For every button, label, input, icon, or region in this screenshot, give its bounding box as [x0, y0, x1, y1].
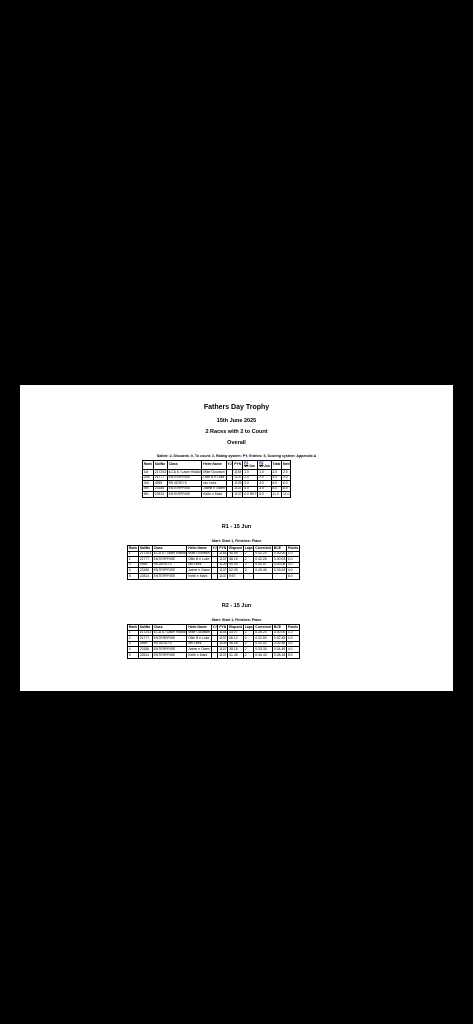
- table-cell: Mike Goodwin: [188, 551, 210, 556]
- table-cell: 1: [128, 630, 139, 636]
- table-cell: 1137: [219, 556, 227, 561]
- table-cell: 33.07: [228, 630, 244, 636]
- table-cell: 2: [128, 557, 139, 563]
- table-cell: 41.45: [228, 652, 244, 658]
- table-cell: 217203: [139, 551, 152, 556]
- table-cell: 217203: [139, 630, 152, 635]
- table-cell: 36.12: [228, 636, 244, 642]
- table-cell: Mike Goodwin: [203, 469, 225, 474]
- table-row: [128, 573, 300, 579]
- table-cell: 217203: [154, 469, 167, 474]
- race2-heading: R2 - 15 Jun: [221, 603, 252, 609]
- col-pyn: PYN: [219, 624, 227, 629]
- table-cell: 3.0: [243, 481, 258, 487]
- table-cell: 2.0: [271, 470, 281, 476]
- col-total: Total: [271, 461, 281, 470]
- table-cell: Keith n Mark: [187, 573, 211, 579]
- table-cell: 1.0: [287, 630, 300, 636]
- table-cell: 3: [128, 562, 139, 568]
- col-elapsed: Elapsed: [229, 624, 243, 629]
- table-cell: 3rd: [143, 481, 154, 487]
- table-cell: 1154: [234, 469, 242, 474]
- table-cell: 6.0: [271, 481, 281, 487]
- table-cell: ENTERPRISE: [152, 647, 187, 653]
- table-cell: 6.0 RET: [244, 491, 257, 496]
- table-cell: 4.0: [258, 486, 271, 492]
- table-cell: 0.02.45: [273, 635, 286, 640]
- table-cell: Keith n Mark: [187, 652, 211, 658]
- table-cell: 2: [243, 652, 254, 658]
- table-cell: ENTERPRISE: [152, 557, 187, 563]
- table-cell: RS AERO 5: [152, 641, 187, 647]
- table-cell: 2.0: [287, 636, 300, 642]
- table-cell: 1139: [219, 641, 227, 646]
- col-rank: Rank: [143, 461, 154, 470]
- table-cell: 6.0: [287, 573, 300, 579]
- col-rank: Rank: [128, 624, 138, 629]
- table-row: [143, 492, 291, 498]
- table-cell: 0.02.56: [273, 641, 286, 646]
- table-cell: 2.0: [282, 470, 291, 476]
- col-rank: Rank: [128, 545, 138, 550]
- col-corrected: Corrected: [255, 624, 272, 629]
- table-cell: 5: [128, 652, 139, 658]
- table-cell: 0.00.03: [273, 556, 286, 561]
- table-cell: 0.42.26: [254, 557, 273, 563]
- col-yj: YJ: [212, 624, 217, 629]
- table-cell: 0.42.23: [254, 551, 273, 557]
- table-cell: 2: [243, 568, 254, 574]
- table-cell: 3.0: [287, 641, 300, 647]
- col-class: Class: [167, 461, 202, 470]
- page-title: Fathers Day Trophy: [203, 404, 270, 411]
- table-cell: 5th: [143, 492, 154, 498]
- table-cell: 22814: [153, 492, 167, 498]
- table-cell: 2: [243, 551, 254, 557]
- table-row: [128, 652, 300, 658]
- table-cell: [243, 573, 254, 579]
- table-cell: Ollie B n Luke: [203, 475, 225, 480]
- table-cell: 5.0: [287, 652, 300, 658]
- table-cell: 21777: [153, 475, 167, 481]
- table-cell: ENTERPRISE: [152, 636, 187, 642]
- table-cell: 4: [128, 568, 139, 574]
- col-laps: Laps: [244, 624, 253, 629]
- table-cell: 4959: [138, 641, 152, 647]
- col-helm: Helm Name: [202, 461, 226, 470]
- table-cell: 1.0: [258, 470, 271, 476]
- table-cell: 8.0: [271, 486, 281, 492]
- table-cell: RET: [228, 573, 244, 579]
- table-cell: 0.36.43: [254, 652, 273, 658]
- table-header-row: [143, 461, 291, 470]
- table-cell: 6.0: [282, 481, 291, 487]
- table-cell: 1137: [219, 567, 227, 572]
- table-cell: 38.18: [228, 647, 244, 653]
- table-cell: 4.0: [271, 475, 281, 481]
- table-cell: 1139: [219, 562, 227, 567]
- table-cell: 22814: [138, 573, 152, 579]
- table-cell: 22814: [138, 652, 152, 658]
- col-pyn: PYN: [219, 545, 227, 550]
- table-cell: Keith n Mark: [202, 492, 226, 498]
- table-cell: Jaime n Owen: [188, 646, 210, 651]
- race1-heading: R1 - 15 Jun: [221, 524, 252, 530]
- table-cell: 4959: [138, 562, 152, 568]
- table-cell: [211, 573, 218, 579]
- table-cell: 2: [243, 636, 254, 642]
- table-cell: 1137: [234, 486, 242, 491]
- col-nett: Nett: [282, 461, 291, 470]
- table-cell: 3.0: [258, 481, 271, 487]
- table-cell: 2: [243, 557, 254, 563]
- table-cell: 2: [243, 562, 254, 568]
- col-sailno: SailNo: [138, 546, 152, 552]
- table-cell: 1137: [219, 573, 227, 578]
- table-cell: 2: [243, 641, 254, 647]
- table-cell: 0.42.57: [254, 562, 273, 568]
- col-class: Class: [152, 625, 187, 631]
- col-bce: BCE: [273, 625, 287, 631]
- table-cell: 23186: [138, 568, 152, 574]
- table-cell: 1: [128, 551, 139, 557]
- table-cell: 1139: [234, 480, 242, 485]
- table-cell: 4: [128, 647, 139, 653]
- race1-summary: Start: Start 1, Finishes: Place: [211, 539, 262, 543]
- table-cell: 1154: [219, 551, 227, 556]
- table-cell: ILCA 6 / Laser Radial: [153, 630, 186, 635]
- col-elapsed: Elapsed: [229, 545, 243, 550]
- table-cell: 11.0: [271, 492, 281, 498]
- table-cell: 0.32.02: [254, 641, 273, 647]
- col-r1: [243, 461, 258, 470]
- table-cell: 4.0: [282, 475, 291, 481]
- table-cell: 2.0: [258, 475, 271, 481]
- table-cell: Ian Lees: [187, 641, 211, 647]
- table-cell: 1st: [143, 470, 154, 476]
- table-cell: 48.55: [228, 551, 244, 557]
- overall-summary: Sailed: 2, Discards: 0, To count: 2, Rating system: PY, Entries: 5, Scoring system: Appendix A: [156, 454, 317, 458]
- table-cell: Mike Goodwin: [188, 630, 210, 635]
- table-cell: 2: [243, 647, 254, 653]
- table-cell: 0.08.18: [273, 652, 286, 657]
- table-cell: 1.0: [287, 551, 300, 557]
- table-cell: ENTERPRISE: [167, 492, 202, 498]
- col-laps: Laps: [244, 545, 253, 550]
- col-sailno: SailNo: [153, 461, 167, 470]
- table-cell: ENTERPRISE: [152, 573, 187, 579]
- table-cell: 21777: [138, 636, 152, 642]
- table-cell: Jaime n Owen: [203, 486, 225, 491]
- table-cell: 0.00.00: [273, 551, 286, 556]
- table-cell: 3.0: [287, 562, 300, 568]
- table-cell: RS AERO 5: [167, 481, 202, 487]
- table-cell: Ian Lees: [202, 481, 226, 487]
- table-cell: 1137: [219, 646, 227, 651]
- col-points: Points: [287, 545, 299, 550]
- col-corrected: Corrected: [255, 545, 272, 550]
- table-cell: 23186: [153, 486, 167, 492]
- table-cell: 0.33.35: [254, 647, 273, 653]
- table-cell: 1154: [219, 630, 227, 635]
- table-cell: 1137: [219, 652, 227, 657]
- table-cell: 2.0: [287, 557, 300, 563]
- table-cell: ENTERPRISE: [152, 568, 187, 574]
- table-cell: 4.0: [243, 486, 258, 492]
- table-cell: Ian Lees: [187, 562, 211, 568]
- table-cell: 2: [243, 630, 254, 636]
- table-cell: Ollie B n Luke: [188, 635, 210, 640]
- table-cell: 0.04.49: [273, 646, 286, 651]
- table-cell: 0.00.00: [273, 630, 286, 635]
- col-helm-name: Helm Name: [187, 546, 211, 552]
- table-cell: 4959: [153, 481, 167, 487]
- results-sheet: [20, 385, 453, 691]
- table-cell: 5.0: [258, 492, 271, 498]
- table-cell: 0.00.08: [273, 562, 286, 567]
- table-cell: ENTERPRISE: [167, 486, 202, 492]
- table-cell: [273, 573, 287, 579]
- col-sailno: SailNo: [138, 625, 152, 631]
- table-cell: 21777: [138, 557, 152, 563]
- race1-results-table: [127, 545, 300, 580]
- table-cell: [211, 652, 218, 658]
- table-cell: 0.28.25: [254, 630, 273, 636]
- table-cell: 8.0: [282, 486, 291, 492]
- overall-heading: Overall: [227, 440, 246, 446]
- table-cell: 2: [128, 636, 139, 642]
- col-pyn: PYN: [233, 461, 243, 470]
- r1-date: 15 Jun: [244, 464, 255, 468]
- table-cell: 4th: [143, 486, 154, 492]
- table-cell: 1137: [234, 475, 242, 480]
- race2-link[interactable]: R2: [259, 460, 264, 465]
- table-cell: 36.28: [228, 641, 244, 647]
- table-cell: 0.31.50: [254, 636, 273, 642]
- table-cell: ILCA 6 / Laser Radial: [168, 469, 201, 474]
- event-date: 15th June 2025: [216, 418, 257, 424]
- races-note: 2 Races with 2 to Count: [205, 429, 268, 435]
- table-cell: 0.03.53: [273, 567, 286, 572]
- table-cell: 2.0: [243, 475, 258, 481]
- table-cell: 0.45.46: [254, 568, 273, 574]
- table-cell: 1137: [219, 635, 227, 640]
- table-cell: 1.0: [243, 470, 258, 476]
- col-yj: YJ: [212, 545, 217, 550]
- col-yj: YJ: [226, 461, 233, 470]
- col-r2: [258, 461, 271, 470]
- table-cell: ENTERPRISE: [167, 475, 202, 481]
- table-cell: Jaime n Owen: [188, 567, 210, 572]
- table-cell: [226, 492, 233, 498]
- col-helm-name: Helm Name: [187, 625, 211, 631]
- overall-results-table: [142, 460, 291, 498]
- table-cell: 5: [128, 573, 139, 579]
- table-cell: 48.15: [228, 557, 244, 563]
- table-cell: Ollie B n Luke: [188, 556, 210, 561]
- table-cell: 1137: [234, 491, 242, 496]
- table-cell: [254, 573, 273, 579]
- table-cell: 49.00: [228, 562, 244, 568]
- table-cell: 2nd: [143, 475, 154, 481]
- race1-link[interactable]: R1: [244, 460, 249, 465]
- table-cell: 11.0: [282, 491, 290, 496]
- col-points: Points: [287, 624, 299, 629]
- table-cell: 3: [128, 641, 139, 647]
- col-bce: BCE: [273, 546, 287, 552]
- race2-summary: Start: Start 1, Finishes: Place: [211, 618, 262, 622]
- table-cell: RS AERO 5: [152, 562, 187, 568]
- r2-date: 15 Jun: [259, 464, 270, 468]
- table-cell: ILCA 6 / Laser Radial: [153, 551, 186, 556]
- race2-results-table: [127, 624, 300, 659]
- table-cell: 4.0: [287, 647, 300, 653]
- col-class: Class: [152, 546, 187, 552]
- table-cell: 52.05: [228, 568, 244, 574]
- table-cell: 4.0: [287, 568, 300, 574]
- table-cell: ENTERPRISE: [152, 652, 187, 658]
- table-cell: 23186: [138, 647, 152, 653]
